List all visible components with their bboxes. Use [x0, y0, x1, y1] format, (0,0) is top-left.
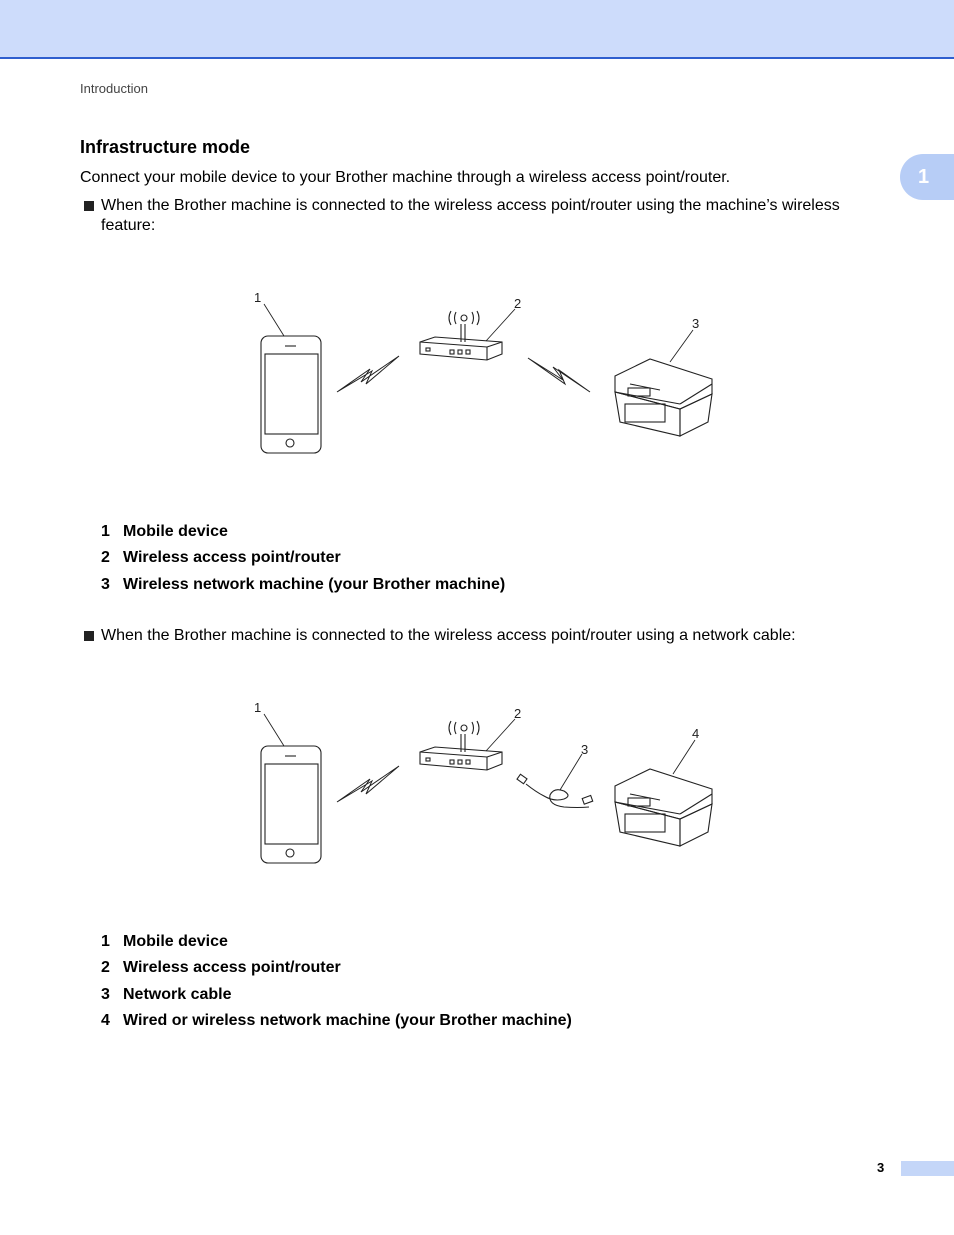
legend-item: 1 Mobile device: [101, 933, 228, 950]
bullet-square-icon: [84, 631, 94, 641]
lightning-icon: [337, 356, 399, 392]
phone-icon: [261, 746, 321, 863]
legend-item: 2 Wireless access point/router: [101, 959, 341, 977]
cable-icon: [517, 774, 593, 807]
lightning-icon: [337, 766, 399, 802]
page-number: 3: [877, 1160, 885, 1175]
router-icon: [420, 721, 502, 770]
callout-3: 3: [692, 316, 700, 331]
legend-item: 3 Network cable: [101, 985, 232, 1003]
footer-band: [901, 1161, 954, 1176]
legend-item: 3 Wireless network machine (your Brother machine): [101, 575, 506, 593]
intro-text: Connect your mobile device to your Brother machine through a wireless access point/router.: [80, 169, 731, 186]
phone-icon: [261, 336, 321, 453]
legend-item: 1 Mobile device: [101, 523, 228, 540]
running-head: Introduction: [80, 81, 148, 96]
callout-1: 1: [254, 290, 262, 305]
callout-2: 2: [514, 296, 522, 311]
chapter-number: 1: [918, 165, 930, 188]
bullet-text: When the Brother machine is connected to the wireless access point/router using a network cable:: [101, 627, 796, 644]
diagram-cable: [230, 694, 730, 894]
callout-3: 3: [581, 742, 589, 757]
bullet-square-icon: [84, 201, 94, 211]
legend-diagram-2: [101, 932, 572, 1037]
bullet-wireless: [84, 196, 894, 236]
router-icon: [420, 311, 502, 360]
callout-lines: [264, 304, 693, 362]
chapter-tab[interactable]: [900, 154, 954, 200]
diagram-wireless: [230, 284, 730, 484]
printer-icon: [615, 769, 712, 846]
legend-diagram-1: [101, 522, 505, 601]
bullet-text: When the Brother machine is connected to the wireless access point/router using the machine’s wireless feature:: [101, 197, 840, 234]
lightning-icon: [528, 358, 590, 392]
legend-item: 2 Wireless access point/router: [101, 549, 341, 567]
bullet-cable: [84, 626, 894, 646]
section-title: Infrastructure mode: [80, 137, 251, 157]
printer-icon: [615, 359, 712, 436]
legend-item: 4 Wired or wireless network machine (your Brother machine): [101, 1011, 572, 1029]
callout-2: 2: [514, 706, 522, 721]
callout-1: 1: [254, 700, 262, 715]
callout-4: 4: [692, 726, 700, 741]
header-band: [0, 0, 954, 59]
